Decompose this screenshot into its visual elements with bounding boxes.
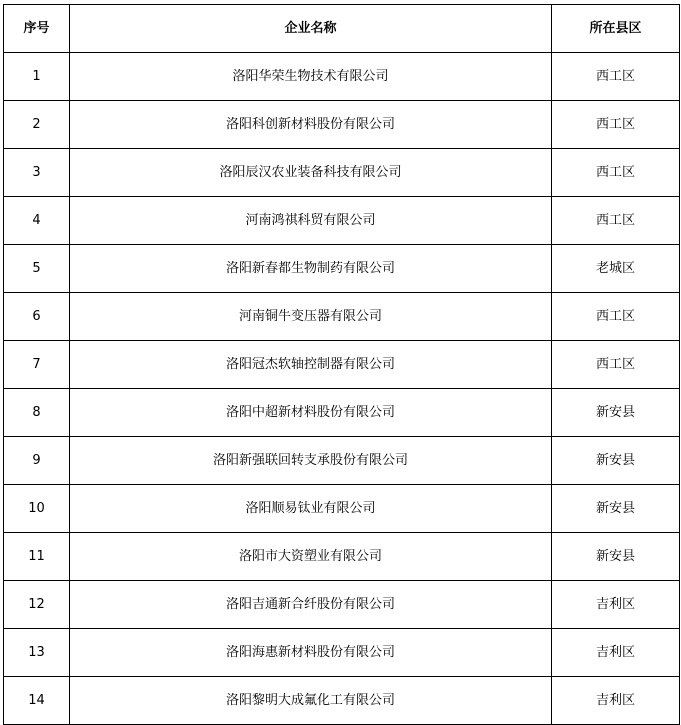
row-county: 西工区 [552, 53, 680, 101]
row-index: 9 [4, 437, 70, 485]
row-index: 13 [4, 629, 70, 677]
row-index: 14 [4, 677, 70, 725]
table-row [4, 197, 680, 245]
row-company-name: 洛阳中超新材料股份有限公司 [70, 389, 552, 437]
row-company-name: 河南铜牛变压器有限公司 [70, 293, 552, 341]
table-row [4, 101, 680, 149]
table-row [4, 53, 680, 101]
row-index: 12 [4, 581, 70, 629]
row-index: 7 [4, 341, 70, 389]
table-row [4, 437, 680, 485]
row-county: 吉利区 [552, 629, 680, 677]
header-company-name: 企业名称 [70, 5, 552, 53]
row-county: 新安县 [552, 389, 680, 437]
row-county: 老城区 [552, 245, 680, 293]
row-company-name: 洛阳黎明大成氟化工有限公司 [70, 677, 552, 725]
row-company-name: 洛阳辰汉农业装备科技有限公司 [70, 149, 552, 197]
row-index: 3 [4, 149, 70, 197]
table-row [4, 245, 680, 293]
row-index: 6 [4, 293, 70, 341]
row-company-name: 洛阳市大资塑业有限公司 [70, 533, 552, 581]
row-county: 新安县 [552, 533, 680, 581]
row-index: 10 [4, 485, 70, 533]
table-row [4, 149, 680, 197]
table-body [4, 53, 680, 725]
row-county: 新安县 [552, 485, 680, 533]
row-company-name: 洛阳吉通新合纤股份有限公司 [70, 581, 552, 629]
row-company-name: 洛阳华荣生物技术有限公司 [70, 53, 552, 101]
table-row [4, 677, 680, 725]
row-company-name: 洛阳海惠新材料股份有限公司 [70, 629, 552, 677]
table-row [4, 341, 680, 389]
table-row [4, 293, 680, 341]
row-index: 1 [4, 53, 70, 101]
row-index: 2 [4, 101, 70, 149]
row-county: 西工区 [552, 197, 680, 245]
header-index: 序号 [4, 5, 70, 53]
table-row [4, 485, 680, 533]
row-county: 西工区 [552, 341, 680, 389]
row-county: 吉利区 [552, 581, 680, 629]
header-county: 所在县区 [552, 5, 680, 53]
row-index: 4 [4, 197, 70, 245]
company-table [3, 4, 680, 725]
row-company-name: 洛阳冠杰软轴控制器有限公司 [70, 341, 552, 389]
row-county: 西工区 [552, 293, 680, 341]
row-county: 吉利区 [552, 677, 680, 725]
row-company-name: 洛阳新春都生物制药有限公司 [70, 245, 552, 293]
row-company-name: 洛阳新强联回转支承股份有限公司 [70, 437, 552, 485]
row-county: 西工区 [552, 101, 680, 149]
table-row [4, 629, 680, 677]
table-header [4, 5, 680, 53]
row-county: 新安县 [552, 437, 680, 485]
row-index: 5 [4, 245, 70, 293]
row-index: 8 [4, 389, 70, 437]
row-company-name: 河南鸿祺科贸有限公司 [70, 197, 552, 245]
row-company-name: 洛阳科创新材料股份有限公司 [70, 101, 552, 149]
table-row [4, 389, 680, 437]
row-county: 西工区 [552, 149, 680, 197]
table-row [4, 581, 680, 629]
row-index: 11 [4, 533, 70, 581]
table-row [4, 533, 680, 581]
header-row [4, 5, 680, 53]
row-company-name: 洛阳顺易钛业有限公司 [70, 485, 552, 533]
